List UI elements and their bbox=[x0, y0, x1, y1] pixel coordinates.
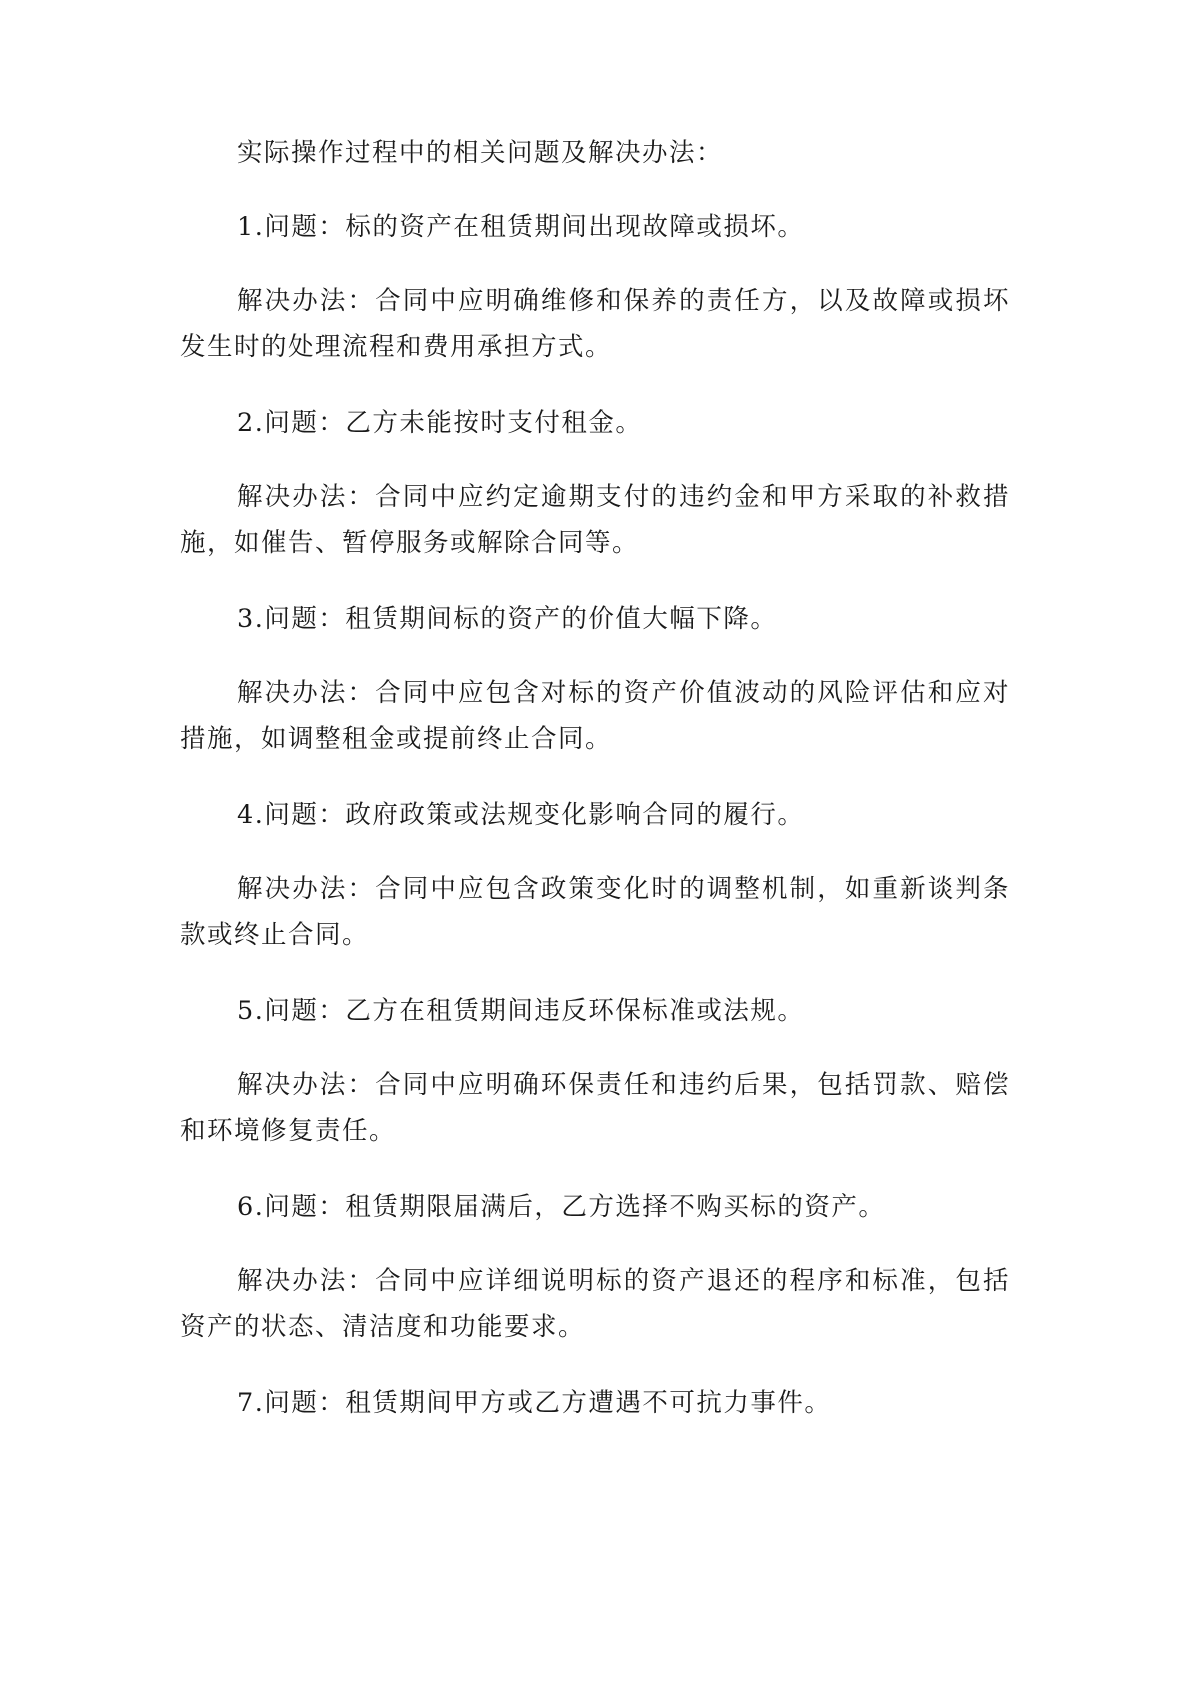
document-body bbox=[180, 130, 1010, 1454]
problem-3: 3.问题：租赁期间标的资产的价值大幅下降。 bbox=[237, 604, 778, 634]
problem-6: 6.问题：租赁期限届满后，乙方选择不购买标的资产。 bbox=[237, 1192, 886, 1222]
problem-2: 2.问题：乙方未能按时支付租金。 bbox=[237, 408, 643, 438]
problem-7: 7.问题：租赁期间甲方或乙方遭遇不可抗力事件。 bbox=[237, 1388, 832, 1418]
problem-5: 5.问题：乙方在租赁期间违反环保标准或法规。 bbox=[237, 996, 805, 1026]
solution-4: 解决办法：合同中应包含政策变化时的调整机制，如重新谈判条款或终止合同。 bbox=[180, 874, 1010, 950]
solution-5: 解决办法：合同中应明确环保责任和违约后果，包括罚款、赔偿和环境修复责任。 bbox=[180, 1070, 1010, 1146]
solution-2: 解决办法：合同中应约定逾期支付的违约金和甲方采取的补救措施，如催告、暂停服务或解除合同等。 bbox=[180, 482, 1010, 558]
solution-6: 解决办法：合同中应详细说明标的资产退还的程序和标准，包括资产的状态、清洁度和功能要求。 bbox=[180, 1266, 1010, 1342]
problem-1: 1.问题：标的资产在租赁期间出现故障或损坏。 bbox=[237, 212, 805, 242]
section-heading: 实际操作过程中的相关问题及解决办法： bbox=[237, 138, 724, 168]
problem-4: 4.问题：政府政策或法规变化影响合同的履行。 bbox=[237, 800, 805, 830]
solution-1: 解决办法：合同中应明确维修和保养的责任方，以及故障或损坏发生时的处理流程和费用承担方式。 bbox=[180, 286, 1010, 362]
solution-3: 解决办法：合同中应包含对标的资产价值波动的风险评估和应对措施，如调整租金或提前终止合同。 bbox=[180, 678, 1010, 754]
